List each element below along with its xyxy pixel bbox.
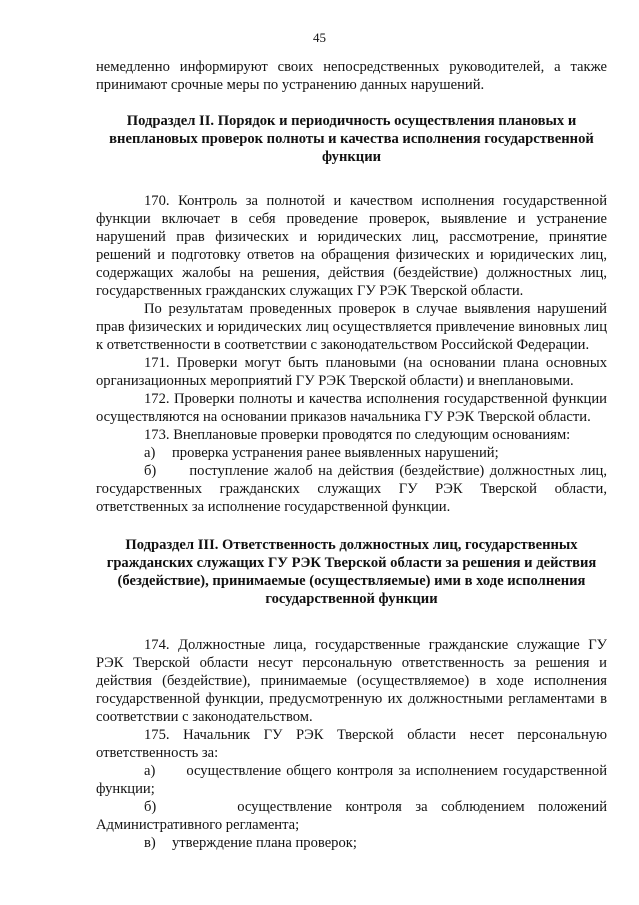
list-item-text: осуществление общего контроля за исполнением государственной функции; [96, 763, 607, 797]
paragraph-170-continued: По результатам проведенных проверок в случае выявления нарушений прав физических и юридических лиц осуществляется привлечение виновных лиц к ответственности в соответствии с законодательством Российской Федерации. [96, 301, 607, 353]
list-item-175-a [96, 762, 607, 798]
paragraph-170: 170. Контроль за полнотой и качеством исполнения государственной функции включает в себя проведение проверок, выявление и устранение нарушений прав физических и юридических лиц, рассмотрение, принятие решений и подготовку ответов на обращения физических и юридических лиц, содержащих жалобы на решения, действия (бездействие) должностных лиц, государственных гражданских служащих ГУ РЭК Тверской области. [96, 193, 607, 299]
list-item-text: осуществление контроля за соблюдением положений Административного регламента; [96, 799, 608, 833]
page-number: 45 [313, 30, 326, 45]
list-item-text: поступление жалоб на действия (бездействие) должностных лиц, государственных гражданских служащих ГУ РЭК Тверской области, ответственных за исполнение государственной функции. [96, 463, 607, 515]
paragraph-173: 173. Внеплановые проверки проводятся по следующим основаниям: [144, 427, 571, 443]
list-marker: б) [144, 799, 157, 815]
list-marker: б) [144, 463, 157, 479]
intro-paragraph: немедленно информируют своих непосредственных руководителей, а также принимают срочные меры по устранению данных нарушений. [96, 59, 607, 93]
list-item-text: утверждение плана проверок; [172, 835, 357, 851]
list-marker: а) [144, 445, 156, 461]
list-item-173-a [96, 444, 607, 462]
list-marker: в) [144, 835, 156, 851]
list-item-text: проверка устранения ранее выявленных нарушений; [172, 445, 499, 461]
paragraph-171: 171. Проверки могут быть плановыми (на основании плана основных организационных мероприятий ГУ РЭК Тверской области) и внеплановыми. [96, 355, 607, 389]
paragraph-174: 174. Должностные лица, государственные гражданские служащие ГУ РЭК Тверской области несут персональную ответственность за решения и действия (бездействие), принимаемые (осуществляемое) в ходе исполнения государственной функции, предусмотренную их должностными регламентами в соответствии с законодательством. [96, 637, 607, 725]
section-3-heading: Подраздел III. Ответственность должностных лиц, государственных гражданских служащих ГУ РЭК Тверской области за решения и действия (бездействие), принимаемые (осуществляемые) ими в ходе исполнения государственной функции [106, 537, 597, 607]
paragraph-172: 172. Проверки полноты и качества исполнения государственной функции осуществляются на основании приказов начальника ГУ РЭК Тверской области. [96, 391, 607, 425]
section-2-heading: Подраздел II. Порядок и периодичность осуществления плановых и внеплановых проверок полноты и качества исполнения государственной функции [109, 113, 594, 165]
list-item-173-b [96, 462, 607, 516]
list-marker: а) [144, 763, 156, 779]
list-item-175-c [96, 834, 607, 852]
paragraph-175: 175. Начальник ГУ РЭК Тверской области несет персональную ответственность за: [96, 727, 607, 761]
list-item-175-b [96, 798, 607, 834]
